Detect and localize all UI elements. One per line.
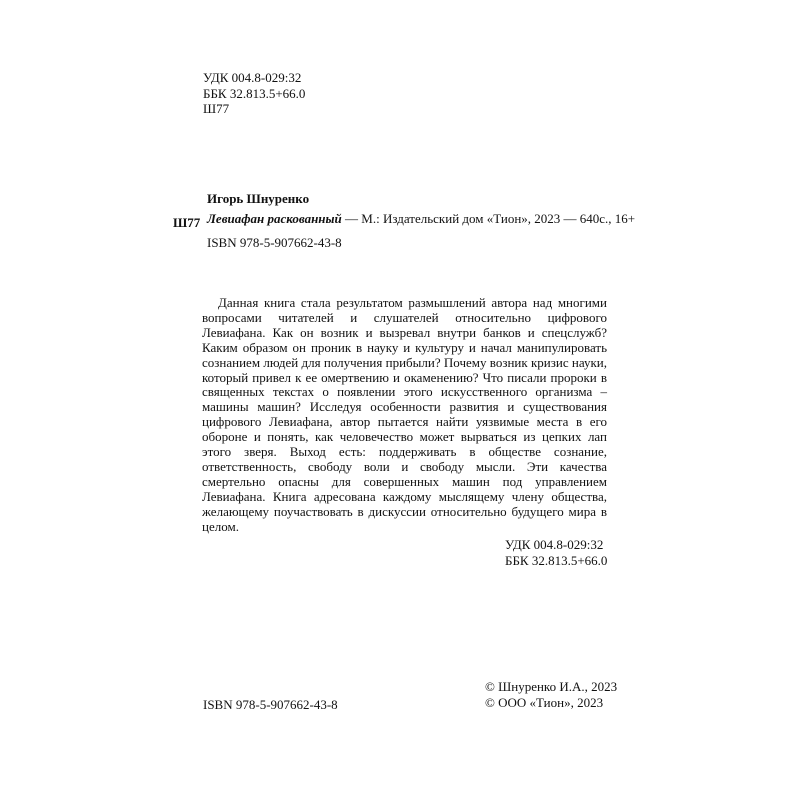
top-classification-codes: [203, 70, 305, 117]
bbk-code: ББК 32.813.5+66.0: [203, 85, 306, 101]
isbn-footer: ISBN 978-5-907662-43-8: [203, 697, 338, 712]
udk-code-bottom: УДК 004.8-029:32: [505, 537, 604, 552]
copyright-notices: [485, 679, 617, 711]
title-imprint-line: [207, 211, 636, 227]
copyright-author: © Шнуренко И.А., 2023: [485, 679, 618, 694]
author-name: Игорь Шнуренко: [207, 191, 310, 206]
copyright-publisher: © ООО «Тион», 2023: [485, 695, 604, 710]
catalog-mark: Ш77: [173, 215, 201, 230]
bbk-code-bottom: ББК 32.813.5+66.0: [505, 553, 608, 568]
bibliographic-record: [207, 191, 636, 251]
udk-code: УДК 004.8-029:32: [203, 70, 302, 85]
bottom-classification-codes: [505, 537, 607, 569]
book-abstract: Данная книга стала результатом размышлений автора над многими вопросами читателей и слушателей относительно цифрового Левиафана. Как он возник и вызревал внутри банков и спецслужб? Каким образом он проник в науку и культуру и начал манипулировать сознанием людей для получения прибыли? Почему возник кризис науки, который привел к ее омертвению и окаменению? Что писали пророки в священных текстах о появлении этого искусственного организма – машины машин? Исследуя особенности развития и существования цифрового Левиафана, автор пытается найти уязвимые места в его обороне и понять, как человечество может вырваться из цепких лап этого зверя. Выход есть: поддерживать в обществе сознание, ответственность, свободу воли и свободу мысли. Эти качества смертельно опасны для совершенных машин под управлением Левиафана. Книга адресована каждому мыслящему члену общества, желающему поучаствовать в дискуссии относительно будущего мира в целом.: [202, 295, 607, 534]
isbn-record: ISBN 978-5-907662-43-8: [207, 235, 342, 250]
imprint: — М.: Издательский дом «Тион», 2023 — 640с., 16+: [341, 211, 636, 226]
book-title: Левиафан раскованный: [207, 211, 342, 226]
author-mark: Ш77: [203, 101, 230, 116]
